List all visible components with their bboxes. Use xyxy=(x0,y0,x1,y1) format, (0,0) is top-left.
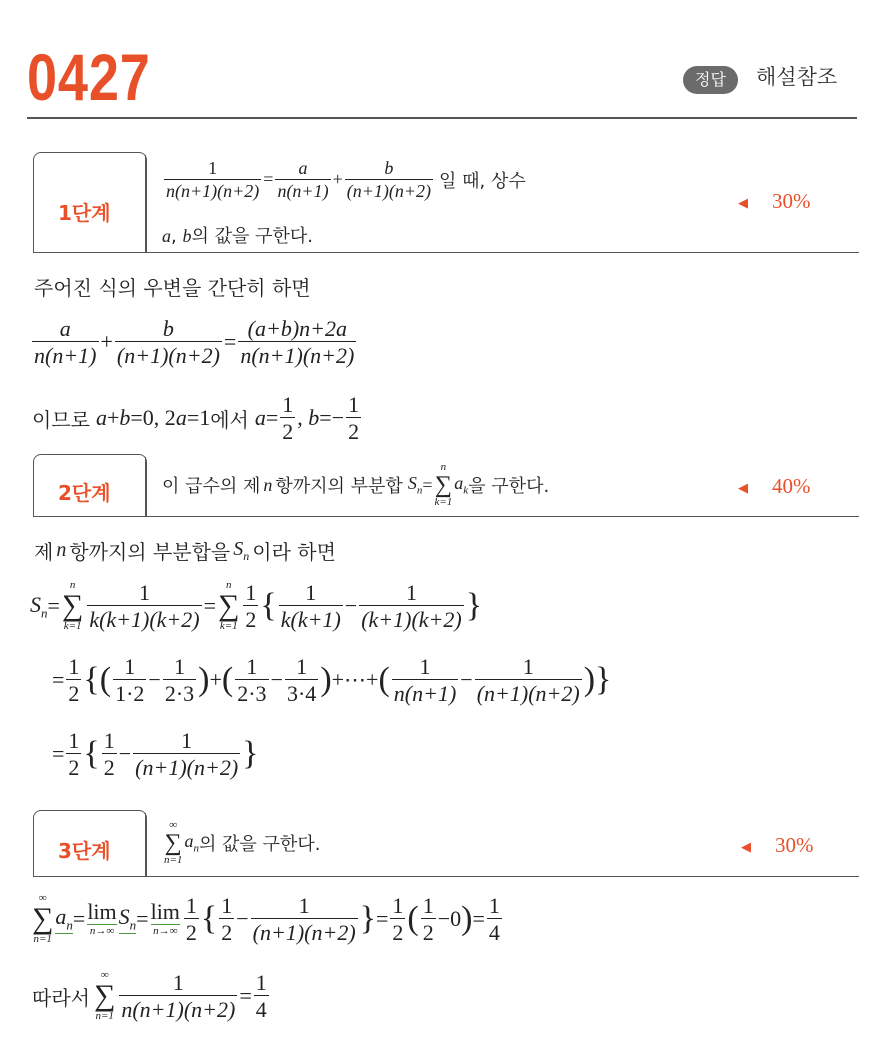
step1-text-tail: 일 때, 상수 xyxy=(439,170,526,192)
step1-box xyxy=(33,152,147,253)
step1-percent: 30% xyxy=(772,189,811,213)
step1-arrow-icon: ◀ xyxy=(738,196,748,211)
answer-badge: 정답 xyxy=(683,66,738,94)
step2-text-c: 을 구한다. xyxy=(468,476,550,497)
step2-box xyxy=(33,454,147,517)
step2-arrow-icon: ◀ xyxy=(738,481,748,496)
lim-sub-1: n→∞ xyxy=(89,925,115,938)
step3-arrow-icon: ◀ xyxy=(741,840,751,855)
work1-result: 이므로 a + b =0, 2 a =1 에서 a = $\frac{1}{2}$ , b =− $\frac{1}{2}$ xyxy=(32,392,360,445)
step2-text-b: 항까지의 부분합 xyxy=(275,476,403,497)
step2-divider xyxy=(145,457,146,516)
work2-line3: = $\frac{1}{2}$ { $\frac{1}{2}$ − $\frac{1}{(n+1)(n+2)}$ } xyxy=(52,728,259,781)
work2-intro-c: 이라 하면 xyxy=(252,540,336,564)
step1-text-line2-label: 의 값을 구한다. xyxy=(191,226,313,247)
step3-divider xyxy=(145,813,146,876)
work1-eseo: 에서 xyxy=(210,407,249,432)
work1-imeuro: 이므로 xyxy=(32,407,90,432)
step1-divider xyxy=(145,155,146,252)
work2-intro-b: 항까지의 부분합을 xyxy=(69,540,231,564)
work3-therefore: 따라서 xyxy=(32,985,90,1010)
header-rule xyxy=(27,117,857,119)
step1-text-line2: a, b의 값을 구한다. xyxy=(162,226,313,247)
step1-label: 1단계 xyxy=(58,201,111,225)
work3-line1: ∞ ∑ n=1 $a_n$ = lim n→∞ $S_n$ = lim n→∞ $\frac{1}{2}$ { $\frac{1}{2}$ − $\frac{1}{(n+1)(n+2)}$ } = $\frac{1}{2}$ ( $\frac{1}{2}$ −0 ) = $\frac{1}{4}$ xyxy=(32,892,500,946)
work2-intro-a: 제 xyxy=(34,540,54,564)
problem-number: 0427 xyxy=(27,40,151,114)
step3-box xyxy=(33,810,147,877)
work1-intro: 주어진 식의 우변을 간단히 하면 xyxy=(34,276,311,300)
step3-rule xyxy=(33,876,859,877)
step2-text-a: 이 급수의 제 xyxy=(162,476,261,497)
lim-word-1: lim xyxy=(87,899,117,925)
lim-sub-2: n→∞ xyxy=(153,925,178,938)
work2-line1: $S_n$ = n ∑ k=1 $\frac{1}{k(k+1)(k+2)}$ = n ∑ k=1 $\frac{1}{2}$ { $\frac{1}{k(k+1)}$ − $\frac{1}{(k+1)(k+2)}$ } xyxy=(30,579,483,633)
lim-word-2: lim xyxy=(150,899,180,925)
step1-equation: $\frac{1}{n(n+1)(n+2)}$ = $\frac{a}{n(n+1)}$ + $\frac{b}{(n+1)(n+2)}$ 일 때, 상수 xyxy=(166,158,526,201)
step2-text: 이 급수의 제 n 항까지의 부분합 $S_n$ = n ∑ k=1 $a_k$ 을 구한다. xyxy=(162,461,550,508)
step3-text-label: 의 값을 구한다. xyxy=(198,834,321,855)
work3-line2: 따라서 ∞ ∑ n=1 $\frac{1}{n(n+1)(n+2)}$ = $\frac{1}{4}$ xyxy=(32,969,267,1023)
step3-label: 3단계 xyxy=(58,839,111,863)
step2-rule xyxy=(33,516,859,517)
step2-label: 2단계 xyxy=(58,481,111,505)
step3-percent: 30% xyxy=(775,833,814,857)
step2-percent: 40% xyxy=(772,474,811,498)
step3-text: ∞ ∑ n=1 $a_n$ 의 값을 구한다. xyxy=(164,819,321,866)
work1-equation: $\frac{a}{n(n+1)}$ + $\frac{b}{(n+1)(n+2)}$ = $\frac{(a+b)n+2a}{n(n+1)(n+2)}$ xyxy=(34,316,355,369)
work2-line2: = $\frac{1}{2}$ {( $\frac{1}{1\cdot 2}$ − $\frac{1}{2\cdot 3}$ ) + ( $\frac{1}{2\cdot 3}$ − $\frac{1}{3\cdot 4}$ ) +⋯+ ( $\frac{1}{n(n+1)}$ − $\frac{1}{(n+1)(n+2)}$ )} xyxy=(52,654,612,707)
work2-intro: 제 n 항까지의 부분합을 $S_n$ 이라 하면 xyxy=(34,537,336,564)
step1-rule xyxy=(33,252,859,253)
answer-reference: 해설참조 xyxy=(756,65,838,89)
